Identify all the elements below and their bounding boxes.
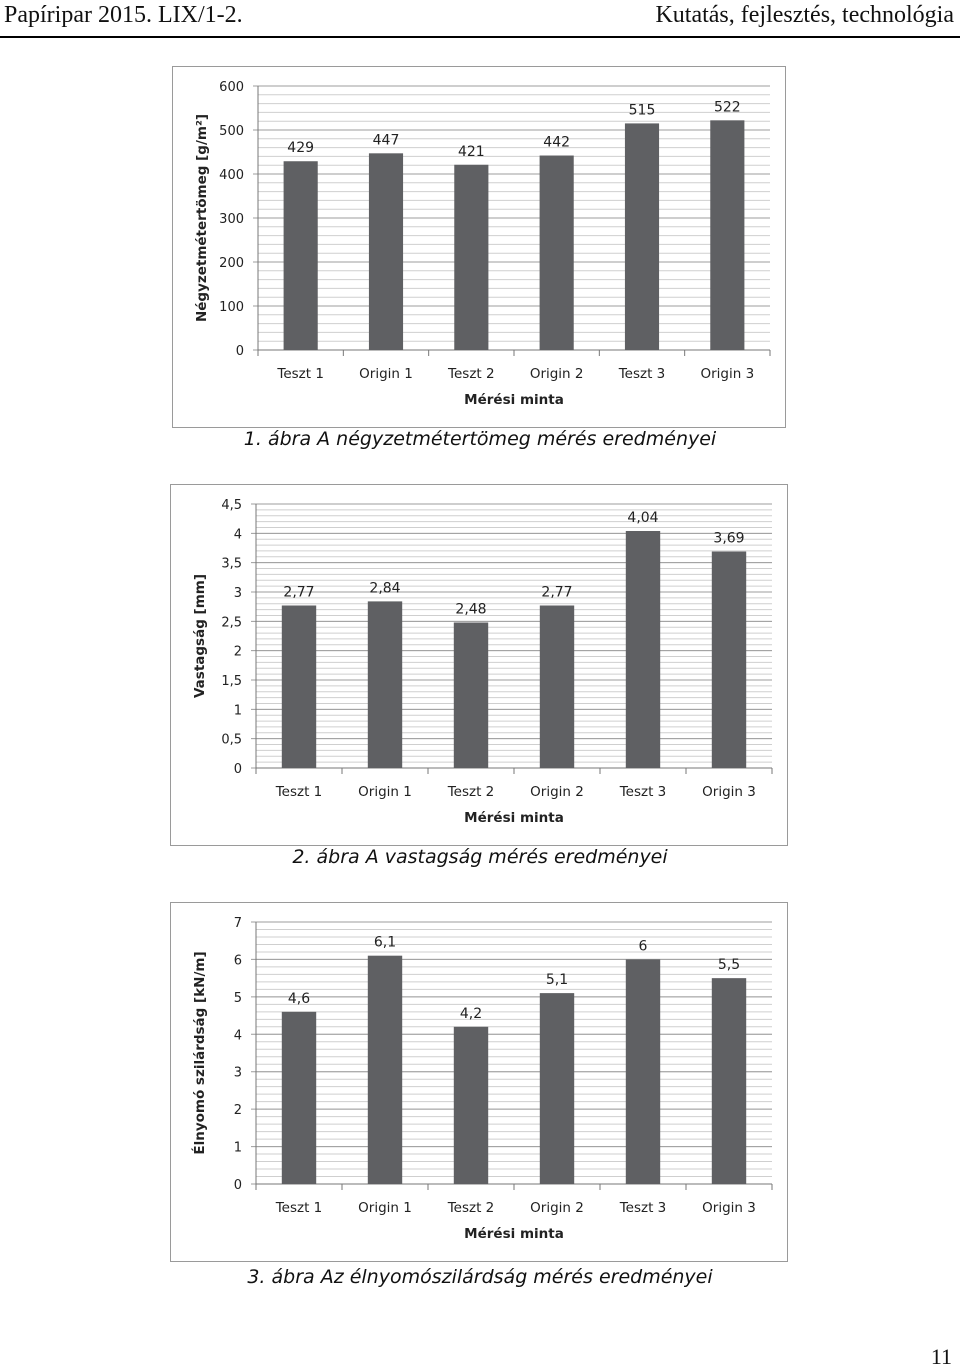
data-label: 3,69 <box>713 530 745 547</box>
x-tick-label: Teszt 3 <box>618 366 666 382</box>
bar <box>540 156 574 350</box>
x-tick-label: Teszt 2 <box>448 366 495 382</box>
y-tick-label: 3 <box>233 586 242 601</box>
figure-2-caption: 2. ábra A vastagság mérés eredményei <box>292 846 668 868</box>
figure-1-chart <box>172 66 786 428</box>
y-tick-label: 2 <box>233 644 242 660</box>
data-label: 442 <box>543 134 571 151</box>
data-label: 4,6 <box>287 990 311 1007</box>
y-tick-label: 2 <box>233 1103 242 1119</box>
y-axis-title: Vastagság [mm] <box>192 573 208 699</box>
chart-thickness <box>170 484 788 846</box>
bar <box>626 959 660 1184</box>
page-number: 11 <box>930 1344 952 1369</box>
x-tick-label: Origin 1 <box>358 784 412 800</box>
y-tick-label: 0 <box>235 344 244 359</box>
x-tick-label: Origin 1 <box>359 366 413 382</box>
bar <box>454 1027 488 1184</box>
x-axis-title: Mérési minta <box>464 392 564 408</box>
figure-2-chart <box>170 484 788 846</box>
x-tick-label: Origin 1 <box>358 1200 412 1216</box>
bar <box>368 601 402 768</box>
y-tick-label: 5 <box>233 990 242 1006</box>
bar <box>712 552 746 768</box>
y-tick-label: 600 <box>219 80 244 95</box>
figure-3-chart <box>170 902 788 1262</box>
y-tick-label: 7 <box>233 916 242 931</box>
y-tick-label: 0,5 <box>221 732 242 748</box>
y-tick-label: 6 <box>233 953 242 969</box>
bar <box>626 531 660 768</box>
y-tick-label: 400 <box>219 168 244 183</box>
data-label: 2,84 <box>369 580 401 597</box>
figure-3-caption: 3. ábra Az élnyomószilárdság mérés eredményei <box>247 1266 713 1288</box>
bar <box>284 161 318 350</box>
y-tick-label: 0 <box>233 762 242 777</box>
x-tick-label: Teszt 3 <box>619 784 667 800</box>
x-axis-title: Mérési minta <box>464 810 564 826</box>
data-label: 6 <box>638 938 648 955</box>
data-label: 2,77 <box>541 584 573 601</box>
y-tick-label: 200 <box>219 256 244 271</box>
data-label: 4,04 <box>627 509 659 526</box>
bar <box>712 978 746 1184</box>
x-tick-label: Origin 3 <box>702 1200 756 1216</box>
data-label: 515 <box>628 102 656 119</box>
x-tick-label: Teszt 1 <box>277 366 324 382</box>
bar <box>710 120 744 350</box>
x-tick-label: Teszt 2 <box>447 1200 495 1216</box>
data-label: 2,77 <box>283 584 315 601</box>
data-label: 5,5 <box>717 957 741 974</box>
y-tick-label: 500 <box>219 124 244 139</box>
x-tick-label: Teszt 2 <box>447 784 495 800</box>
x-tick-label: Teszt 1 <box>275 784 323 800</box>
bar <box>625 123 659 350</box>
bar <box>540 605 574 768</box>
y-tick-label: 4,5 <box>221 498 242 513</box>
x-tick-label: Origin 3 <box>702 784 756 800</box>
header-rule <box>0 36 960 38</box>
x-tick-label: Teszt 1 <box>275 1200 323 1216</box>
chart-edge-crush <box>170 902 788 1262</box>
data-label: 421 <box>457 143 485 160</box>
y-tick-label: 3 <box>233 1065 242 1081</box>
bar <box>454 165 488 350</box>
x-tick-label: Origin 3 <box>700 366 755 382</box>
data-label: 5,1 <box>545 972 569 989</box>
chart-grammage <box>172 66 786 428</box>
data-label: 6,1 <box>373 934 397 951</box>
y-tick-label: 0 <box>233 1178 242 1193</box>
x-axis-title: Mérési minta <box>464 1226 564 1242</box>
data-label: 447 <box>372 132 400 149</box>
y-axis-title: Élnyomó szilárdság [kN/m] <box>192 951 208 1155</box>
figure-1-caption: 1. ábra A négyzetmétertömeg mérés eredményei <box>243 428 717 450</box>
x-tick-label: Origin 2 <box>529 366 584 382</box>
y-tick-label: 1,5 <box>221 674 242 689</box>
bar <box>282 1012 316 1184</box>
x-tick-label: Teszt 3 <box>619 1200 667 1216</box>
bar <box>282 605 316 768</box>
journal-title: Papíripar 2015. LIX/1-2. <box>4 2 243 28</box>
bar <box>369 153 403 350</box>
page-header <box>0 0 960 38</box>
data-label: 429 <box>287 140 315 157</box>
x-tick-label: Origin 2 <box>530 1200 584 1216</box>
bar <box>454 623 488 768</box>
x-tick-label: Origin 2 <box>530 784 584 800</box>
y-tick-label: 4 <box>233 527 242 543</box>
bar <box>368 956 402 1184</box>
data-label: 522 <box>713 99 741 116</box>
y-tick-label: 3,5 <box>221 556 242 572</box>
data-label: 2,48 <box>455 601 487 618</box>
y-tick-label: 4 <box>233 1028 242 1044</box>
section-title: Kutatás, fejlesztés, technológia <box>655 2 954 28</box>
bar <box>540 993 574 1184</box>
y-axis-title: Négyzetmétertömeg [g/m²] <box>194 113 210 323</box>
data-label: 4,2 <box>459 1005 483 1022</box>
y-tick-label: 300 <box>219 212 244 227</box>
y-tick-label: 1 <box>233 1140 242 1156</box>
y-tick-label: 1 <box>233 703 242 719</box>
y-tick-label: 2,5 <box>221 615 242 631</box>
y-tick-label: 100 <box>219 300 244 315</box>
